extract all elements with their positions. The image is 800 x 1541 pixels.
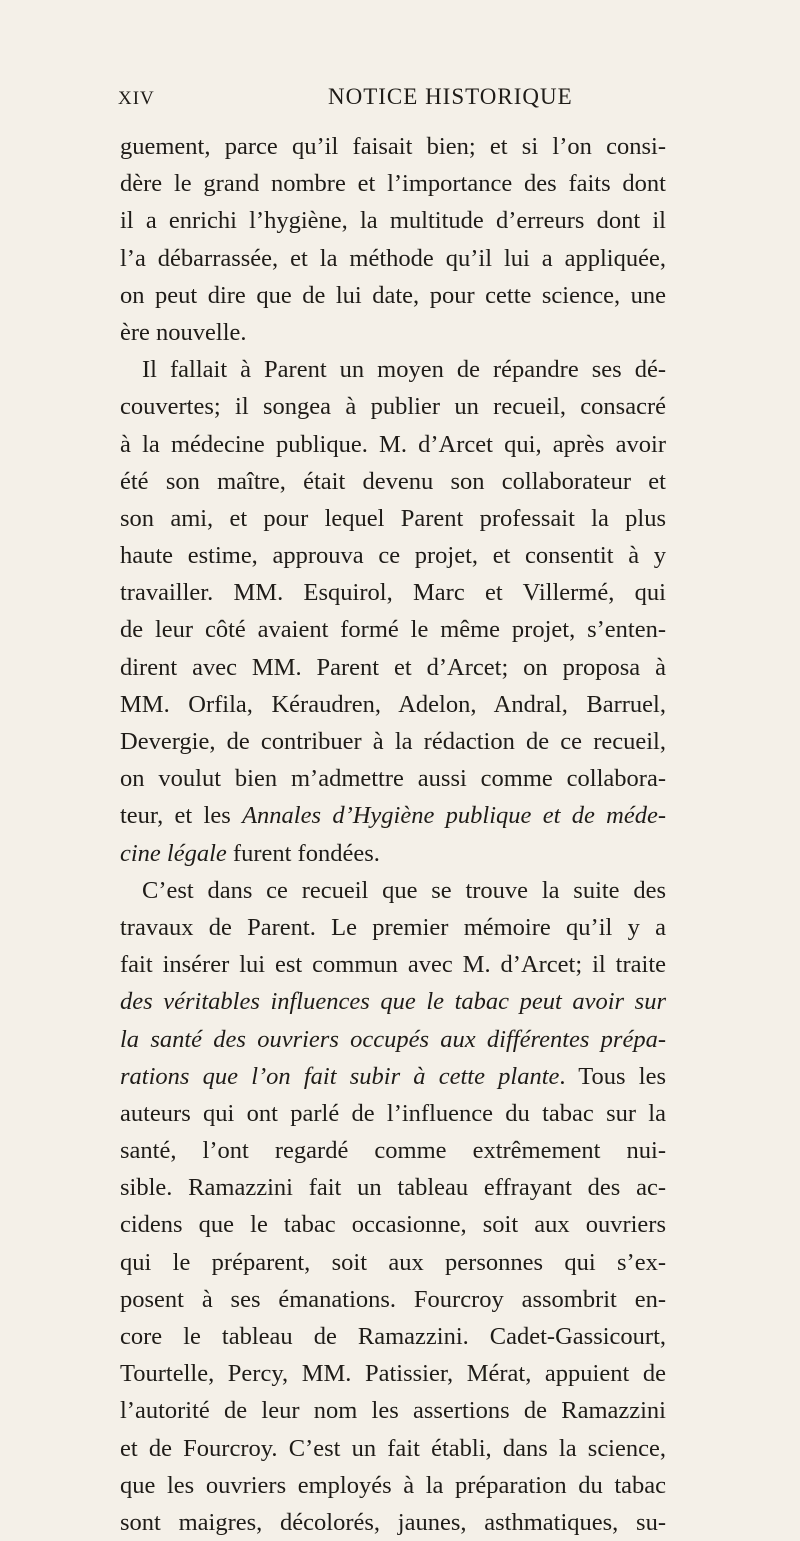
text-line [120,760,666,797]
text-segment: travaux de Parent. Le premier mémoire qu’il y a [120,913,666,941]
text-segment: . Tous les [559,1062,667,1090]
italic-text: des véritables influences que le tabac peut avoir sur [120,988,666,1016]
text-segment: teur, et les [120,802,243,830]
text-line [120,351,666,388]
text-segment: cidens que le tabac occasionne, soit aux ouvriers [120,1211,666,1239]
text-line [120,686,666,723]
italic-text: rations que l’on fait subir à cette plante [120,1062,560,1090]
text-segment: furent fondées. [226,839,380,867]
text-segment: posent à ses émanations. Fourcroy assombrit en- [120,1285,666,1313]
text-line [120,277,666,314]
text-line [120,723,666,760]
text-segment: l’autorité de leur nom les assertions de Ramazzini [120,1397,666,1425]
text-segment: travailler. MM. Esquirol, Marc et Villermé, qui [120,579,666,607]
text-segment: core le tableau de Ramazzini. Cadet-Gassicourt, [120,1323,666,1350]
text-segment: ère nouvelle. [120,318,247,346]
text-segment: de leur côté avaient formé le même projet, s’enten- [120,616,666,644]
text-line [120,909,666,946]
page-header [118,84,664,114]
text-line [120,537,666,574]
text-segment: sible. Ramazzini fait un tableau effrayant des ac- [120,1174,666,1202]
text-segment: il a enrichi l’hygiène, la multitude d’erreurs dont il [120,207,666,235]
italic-text: la santé des ouvriers occupés aux différentes prépa- [120,1025,666,1053]
text-line [120,240,666,277]
text-line [120,314,666,351]
text-line [120,165,666,202]
text-line [120,1058,666,1095]
text-line [120,1095,666,1132]
text-line [120,202,666,239]
text-line [120,574,666,611]
text-line [120,835,666,872]
text-line [120,1244,666,1281]
body-text [120,128,666,1541]
text-segment: on voulut bien m’admettre aussi comme collabora- [120,765,666,793]
text-line [120,1132,666,1169]
text-line [120,128,666,165]
text-segment: on peut dire que de lui date, pour cette science, une [120,281,666,309]
text-line [120,1467,666,1504]
text-line [120,388,666,425]
text-segment: guement, parce qu’il faisait bien; et si l’on consi- [120,133,666,160]
text-line [120,946,666,983]
text-segment: haute estime, approuva ce projet, et consentit à y [120,542,666,570]
text-line [120,1355,666,1392]
text-line [120,463,666,500]
text-line [120,797,666,834]
text-segment: que les ouvriers employés à la préparation du tabac [120,1471,666,1499]
text-segment: Tourtelle, Percy, MM. Patissier, Mérat, appuient de [120,1360,666,1388]
text-line [120,426,666,463]
text-line [120,1281,666,1318]
italic-text: Annales d’Hygiène publique et de méde- [242,802,666,830]
text-segment: dère le grand nombre et l’importance des faits dont [120,170,666,198]
text-segment: C’est dans ce recueil que se trouve la suite des [142,876,666,904]
text-line [120,1430,666,1467]
page-number: XIV [118,88,155,109]
running-title: NOTICE HISTORIQUE [328,84,573,109]
text-segment: qui le préparent, soit aux personnes qui s’ex- [120,1248,666,1276]
text-segment: auteurs qui ont parlé de l’influence du tabac sur la [120,1099,666,1127]
italic-text: cine légale [120,839,227,867]
text-line [120,649,666,686]
text-segment: MM. Orfila, Kéraudren, Adelon, Andral, Barruel, [120,690,666,718]
text-line [120,1206,666,1243]
text-segment: couvertes; il songea à publier un recueil, consacré [120,393,666,421]
text-segment: été son maître, était devenu son collaborateur et [120,467,666,495]
text-line [120,983,666,1020]
text-segment: son ami, et pour lequel Parent professait la plus [120,504,666,532]
text-line [120,1021,666,1058]
text-line [120,611,666,648]
text-segment: sont maigres, décolorés, jaunes, asthmatiques, su- [120,1508,666,1536]
text-segment: Devergie, de contribuer à la rédaction de ce recueil, [120,728,666,755]
text-segment: et de Fourcroy. C’est un fait établi, dans la science, [120,1434,666,1462]
text-segment: Il fallait à Parent un moyen de répandre ses dé- [142,356,666,384]
text-segment: à la médecine publique. M. d’Arcet qui, après avoir [120,430,666,458]
text-line [120,1392,666,1429]
text-segment: santé, l’ont regardé comme extrêmement nui- [120,1137,666,1165]
text-segment: fait insérer lui est commun avec M. d’Arcet; il traite [120,951,666,979]
text-segment: dirent avec MM. Parent et d’Arcet; on proposa à [120,653,666,681]
text-line [120,500,666,537]
text-line [120,872,666,909]
text-segment: l’a débarrassée, et la méthode qu’il lui a appliquée, [120,244,666,272]
text-line [120,1504,666,1541]
text-line [120,1169,666,1206]
